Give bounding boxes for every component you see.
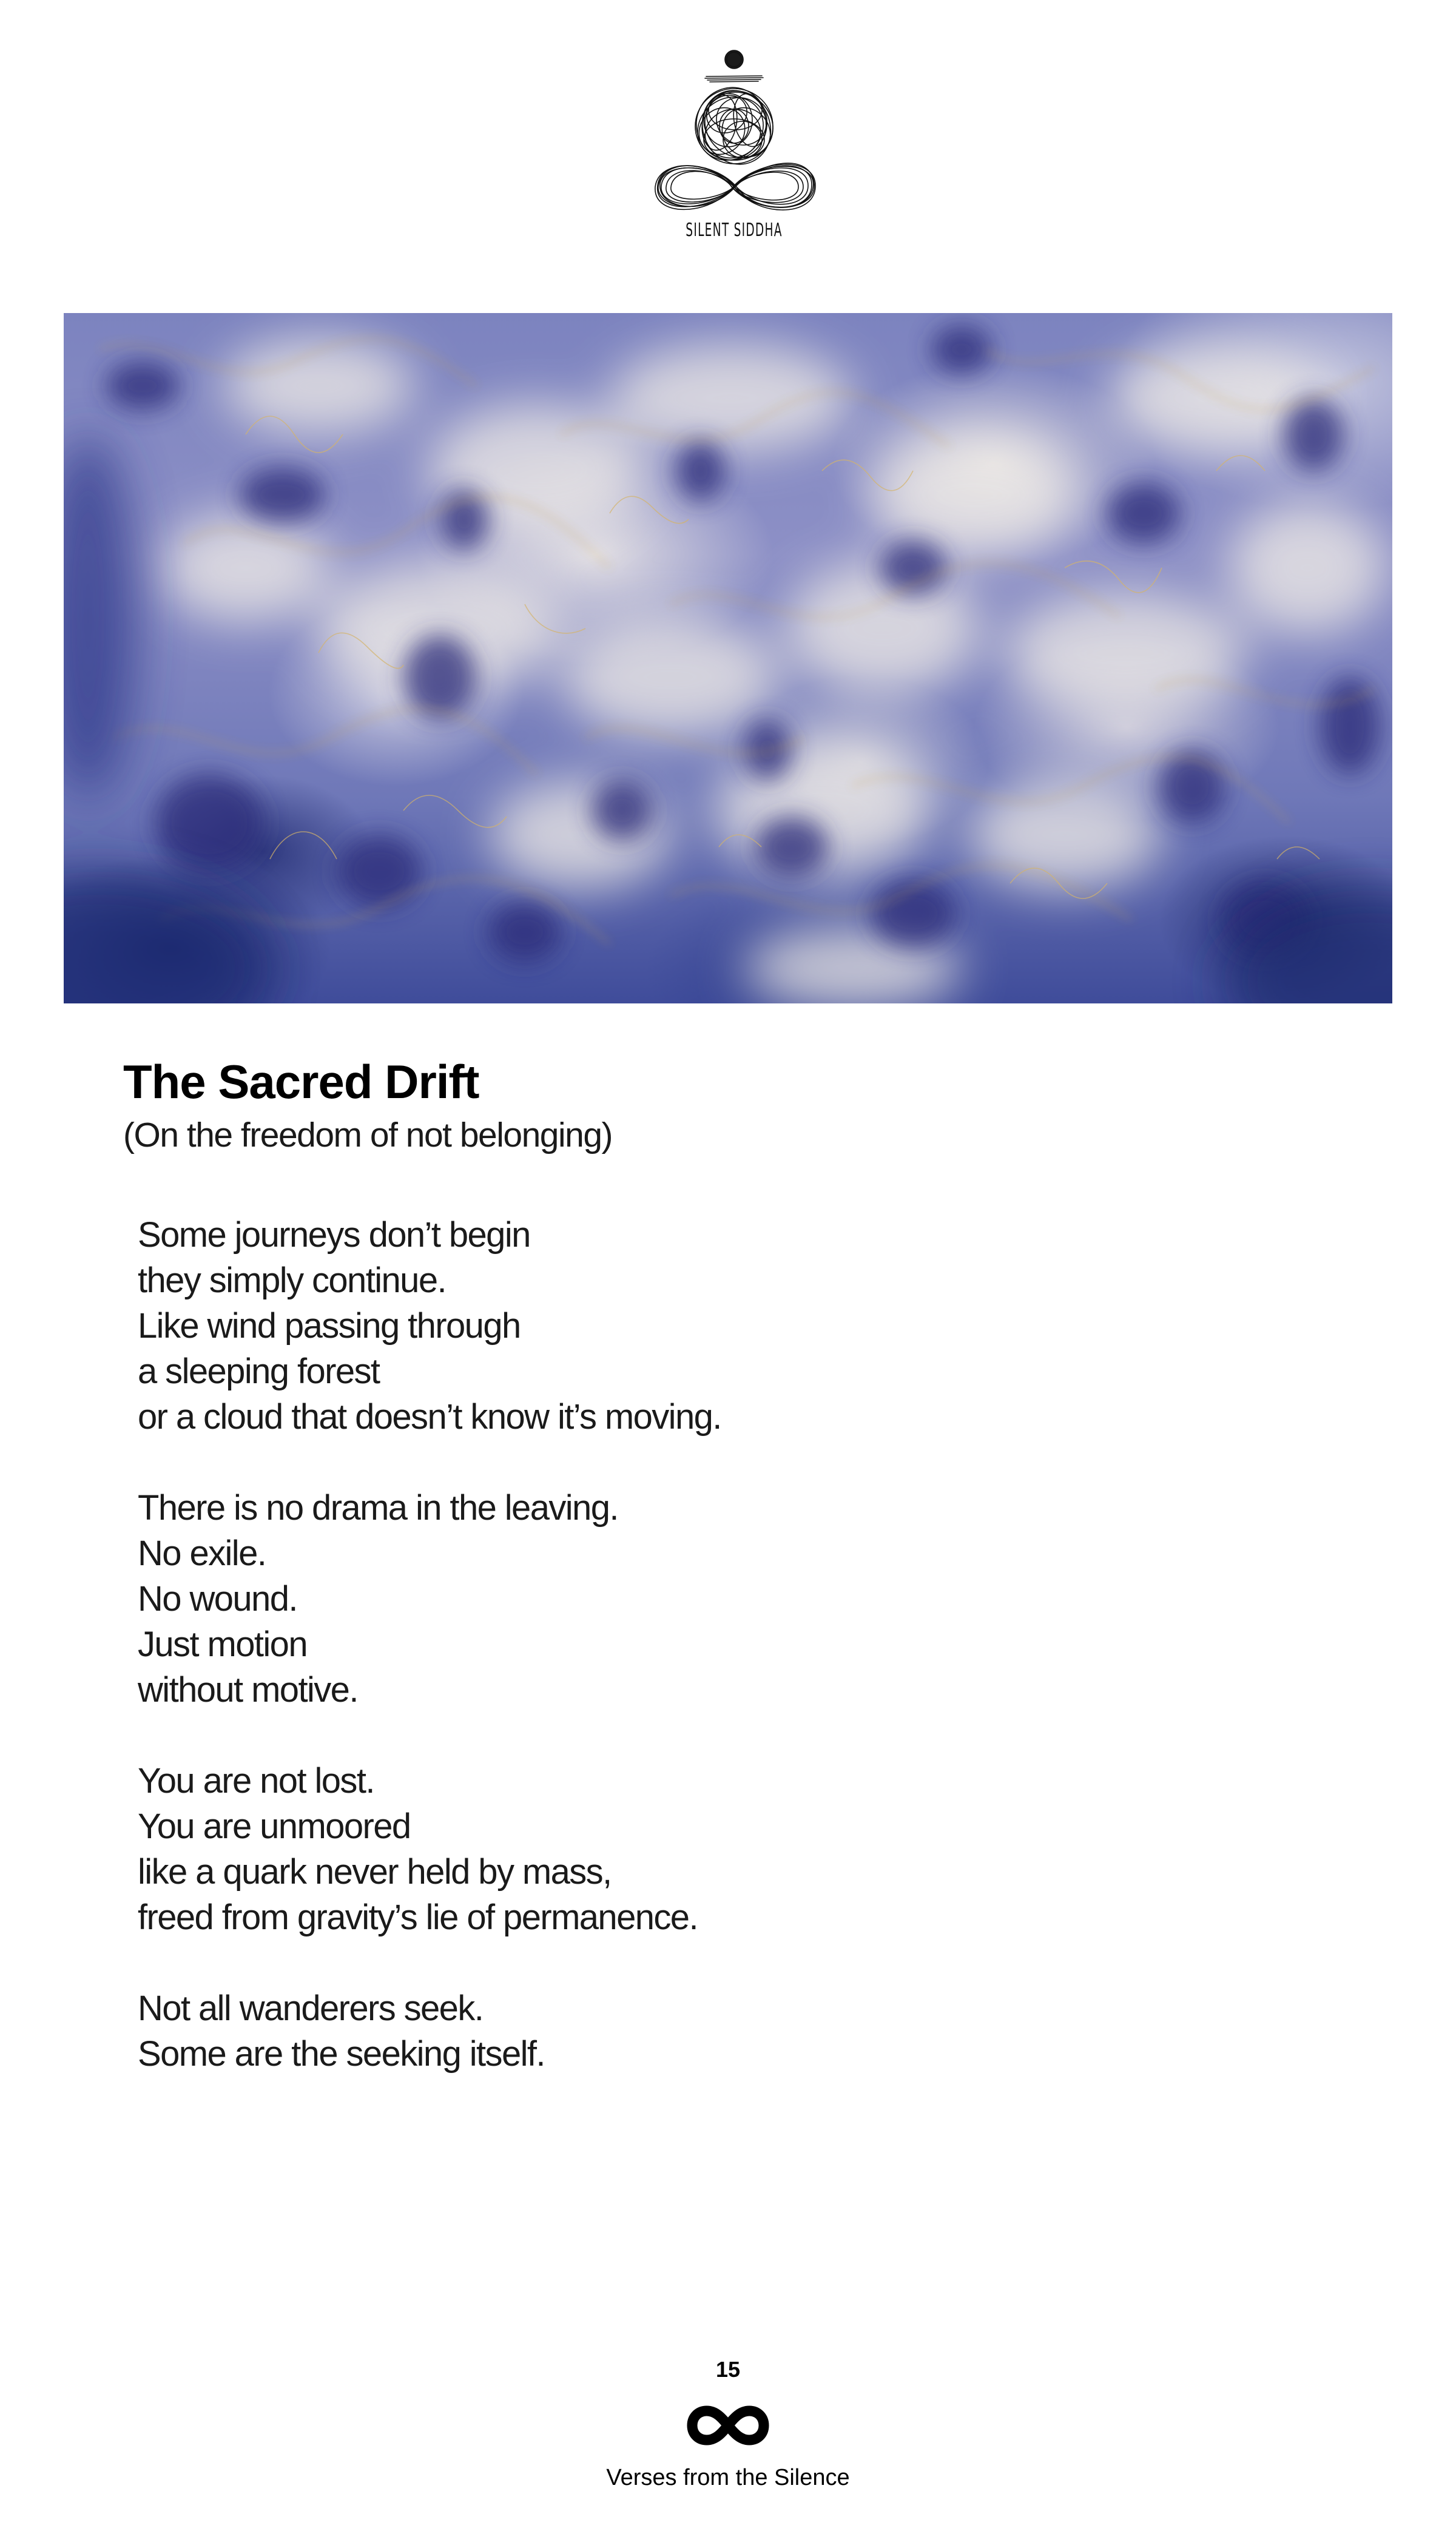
poem-line: without motive. — [138, 1670, 358, 1710]
poem-line: No exile. — [138, 1534, 266, 1573]
poem-line: You are not lost. — [138, 1761, 374, 1801]
stanza-1 — [138, 1212, 1230, 1440]
silent-siddha-logo — [643, 42, 825, 249]
meditating-figure-icon — [643, 42, 825, 224]
poem-line: or a cloud that doesn’t know it’s moving. — [138, 1397, 721, 1437]
poem-line: a sleeping forest — [138, 1352, 380, 1391]
poem-line: Some journeys don’t begin — [138, 1215, 530, 1255]
stanza-2 — [138, 1485, 1230, 1713]
poem-title: The Sacred Drift — [123, 1055, 479, 1108]
poem-line: There is no drama in the leaving. — [138, 1488, 618, 1528]
infinity-icon — [686, 2404, 770, 2447]
poem-line: freed from gravity’s lie of permanence. — [138, 1898, 698, 1937]
poem-line: they simply continue. — [138, 1261, 446, 1300]
book-title: Verses from the Silence — [606, 2465, 850, 2490]
poem-line: Just motion — [138, 1625, 307, 1664]
poem-line: like a quark never held by mass, — [138, 1852, 612, 1892]
poem-line: No wound. — [138, 1579, 297, 1619]
poem-line: Not all wanderers seek. — [138, 1989, 484, 2028]
poem-body — [138, 1212, 1230, 2122]
poem-line: Like wind passing through — [138, 1306, 521, 1346]
abstract-painting-image — [64, 313, 1392, 1003]
logo-wordmark: SILENT SIDDHA — [686, 220, 783, 241]
stanza-4 — [138, 1986, 1230, 2077]
poem-line: Some are the seeking itself. — [138, 2034, 545, 2074]
page-number: 15 — [715, 2357, 741, 2382]
poem-line: You are unmoored — [138, 1807, 411, 1846]
poem-subtitle: (On the freedom of not belonging) — [123, 1116, 613, 1154]
stanza-3 — [138, 1758, 1230, 1940]
painting-strokes — [64, 313, 1392, 1003]
